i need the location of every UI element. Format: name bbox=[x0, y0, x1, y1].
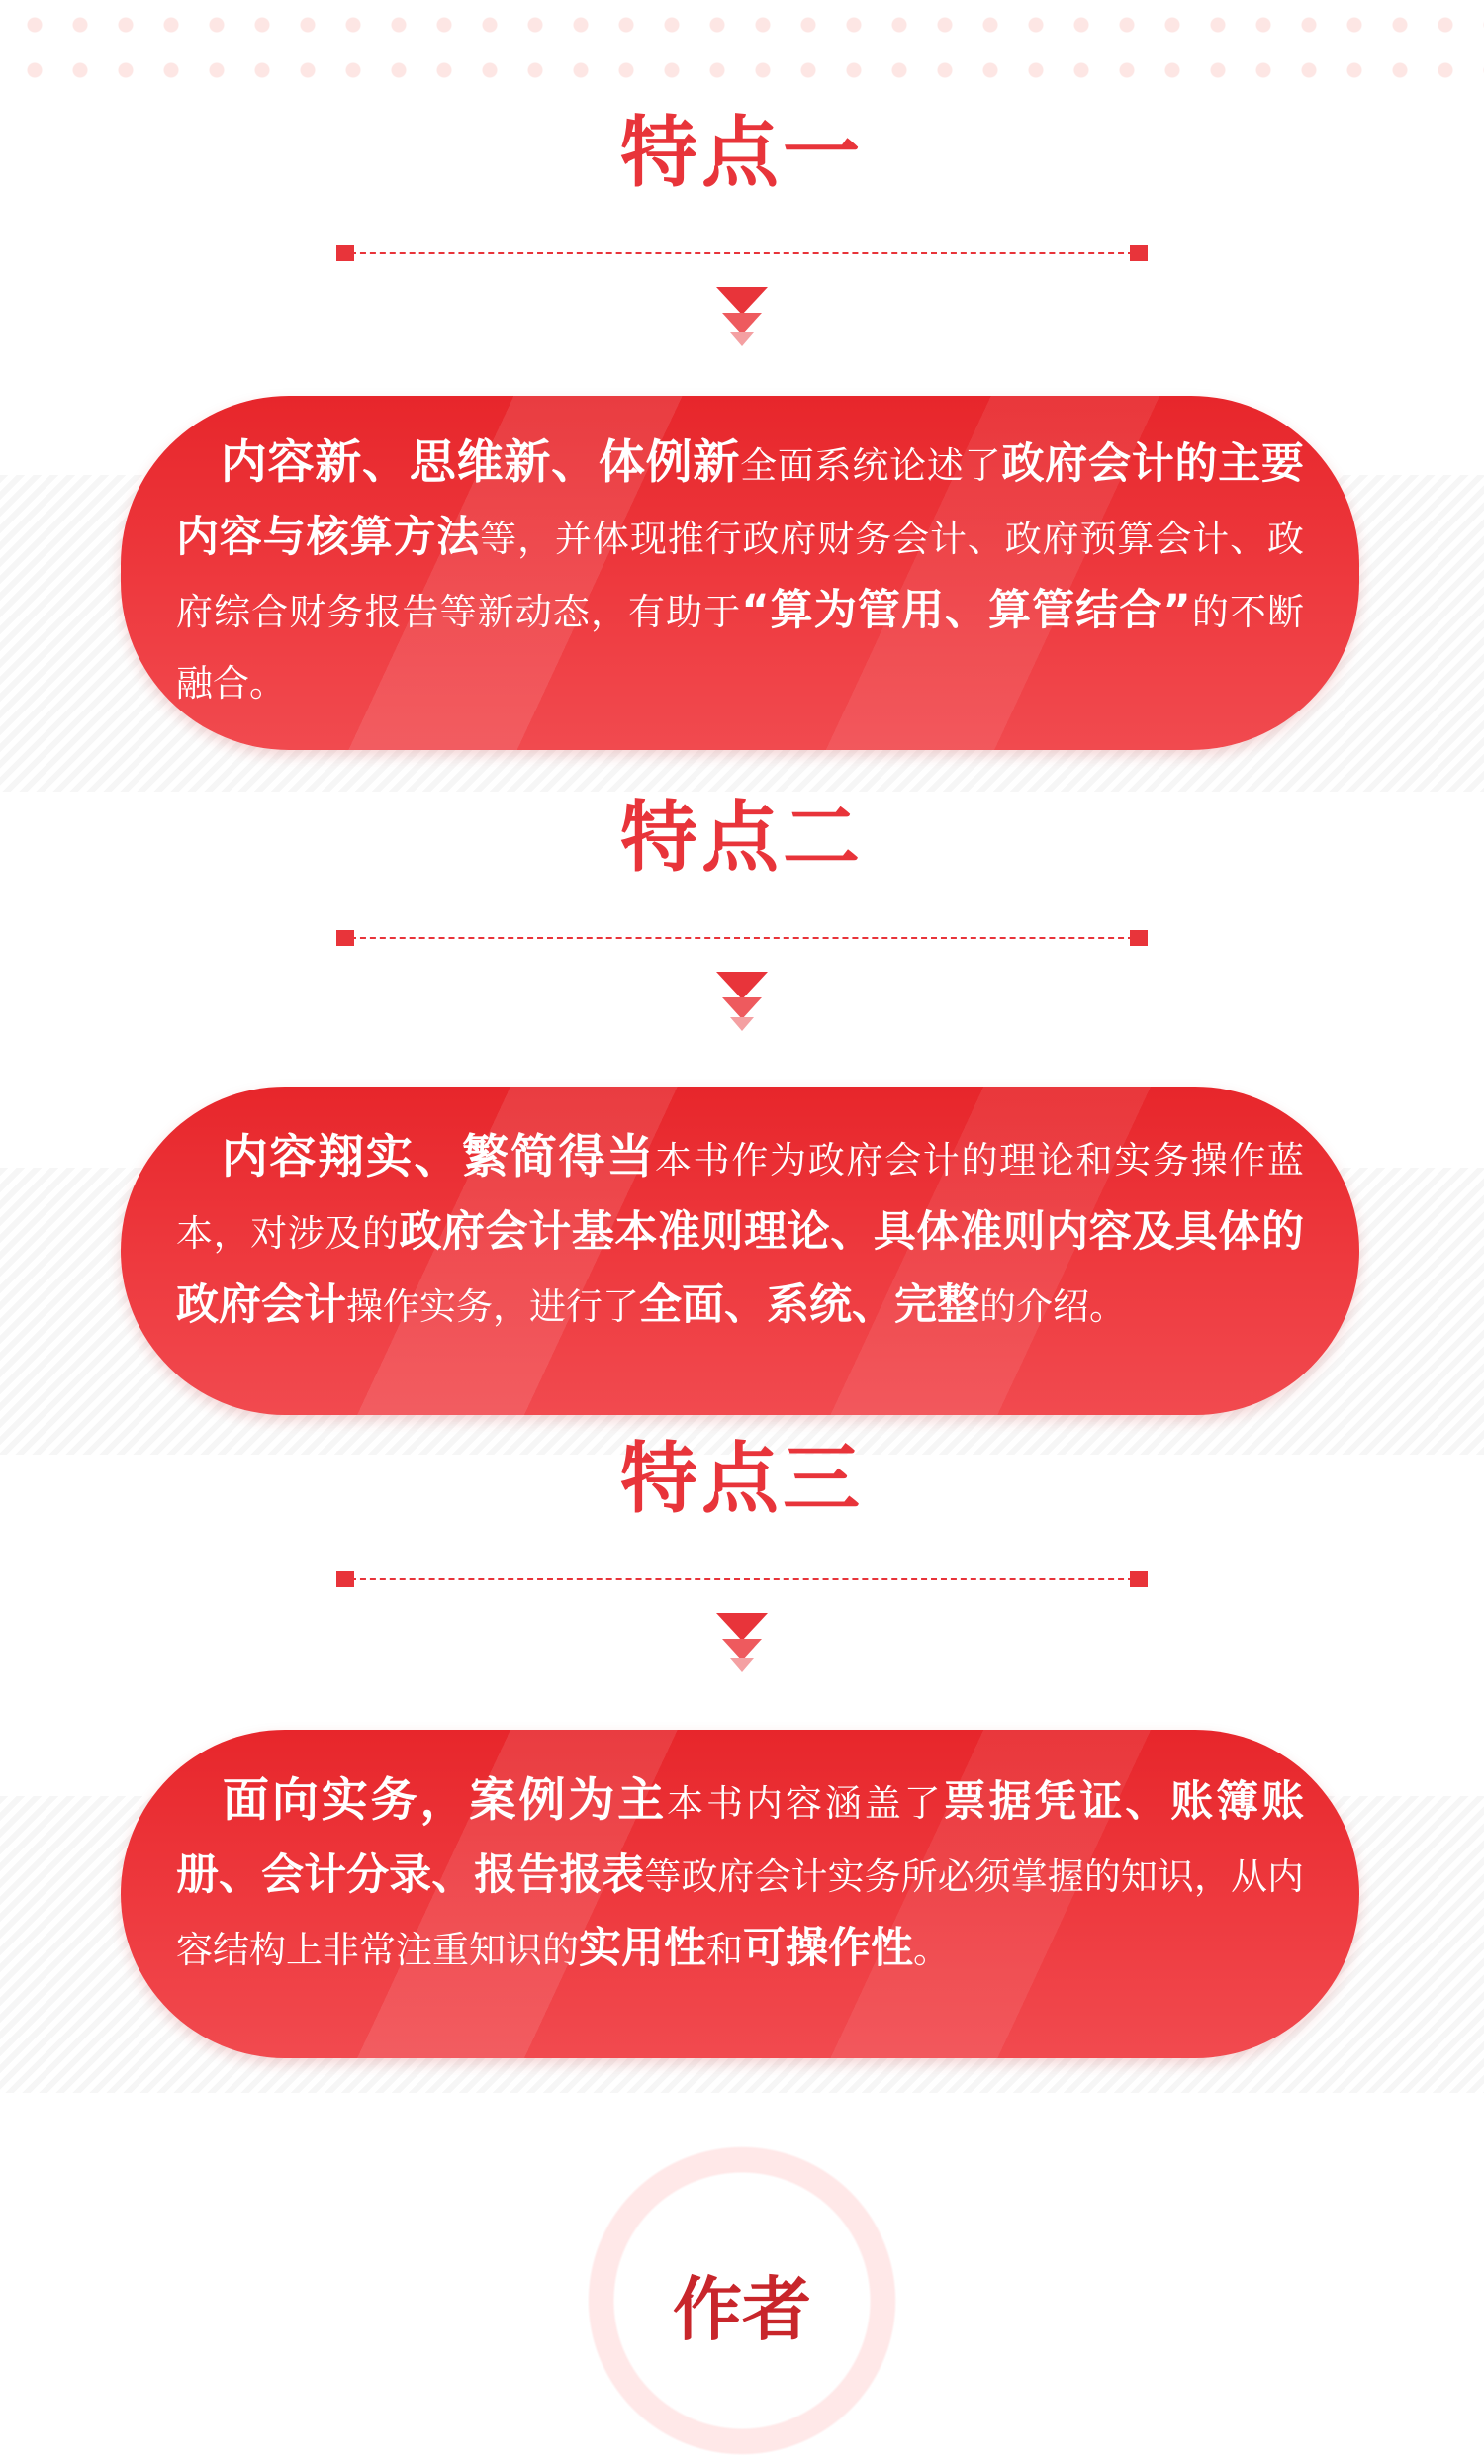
emphasis-text: “算为管用、算管结合” bbox=[741, 586, 1191, 635]
body-text: 等，并体现推行政府财务会计、政府预算会计、政府综合财务报告等新动态，有助于 bbox=[176, 518, 1304, 633]
body-text: 等政府会计实务所必须掌握的知识，从内容结构上非常注重知识的 bbox=[176, 1855, 1305, 1971]
section-heading-partial: 作者 bbox=[673, 2269, 811, 2350]
chevron-down-icon bbox=[708, 1611, 776, 1680]
title-divider-3 bbox=[336, 1569, 1148, 1589]
emphasis-text: 政府会计基本准则理论、具体准则内容及具体的政府会计 bbox=[176, 1207, 1305, 1330]
body-text: 的不断融合。 bbox=[176, 591, 1304, 705]
divider-dashed-line bbox=[350, 937, 1134, 939]
feature-card-2 bbox=[121, 1087, 1359, 1415]
emphasis-text: 实用性 bbox=[579, 1924, 706, 1973]
feature-title-1: 特点一 bbox=[619, 109, 864, 198]
body-text: 。 bbox=[913, 1929, 950, 1971]
body-text: 和 bbox=[706, 1929, 743, 1971]
title-divider-2 bbox=[336, 928, 1148, 948]
feature-text-1 bbox=[176, 427, 1304, 719]
emphasis-text: 可操作性 bbox=[743, 1924, 913, 1973]
chevron-down-icon bbox=[708, 970, 776, 1039]
feature-card-1 bbox=[121, 396, 1359, 750]
body-text: 本书内容涵盖了 bbox=[667, 1782, 944, 1825]
dot-pattern-header bbox=[0, 0, 1484, 99]
emphasis-text: 票据凭证、账簿账册、会计分录、报告报表 bbox=[176, 1777, 1305, 1900]
feature-text-3 bbox=[176, 1765, 1304, 1986]
divider-square-right bbox=[1130, 1571, 1148, 1587]
divider-square-right bbox=[1130, 245, 1148, 261]
divider-dashed-line bbox=[350, 1578, 1134, 1580]
emphasis-text: 内容翔实、繁简得当 bbox=[220, 1130, 655, 1185]
body-text: 操作实务，进行了 bbox=[346, 1285, 639, 1328]
chevron-down-icon bbox=[708, 285, 776, 354]
divider-dashed-line bbox=[350, 252, 1134, 254]
feature-title-2: 特点二 bbox=[619, 794, 864, 883]
title-divider-1 bbox=[336, 243, 1148, 263]
emphasis-text: 政府会计的主要内容与核算方法 bbox=[176, 439, 1305, 562]
emphasis-text: 全面、系统、完整 bbox=[639, 1280, 979, 1330]
emphasis-text: 面向实务，案例为主 bbox=[220, 1773, 668, 1828]
divider-square-right bbox=[1130, 930, 1148, 946]
body-text: 全面系统论述了 bbox=[740, 444, 1002, 487]
emphasis-text: 内容新、思维新、体例新 bbox=[220, 435, 741, 490]
feature-title-3: 特点三 bbox=[619, 1435, 864, 1524]
feature-text-2 bbox=[176, 1122, 1304, 1343]
body-text: 的介绍。 bbox=[979, 1285, 1126, 1328]
feature-card-3 bbox=[121, 1730, 1359, 2058]
body-text: 本书作为政府会计的理论和实务操作蓝本，对涉及的 bbox=[176, 1139, 1305, 1255]
